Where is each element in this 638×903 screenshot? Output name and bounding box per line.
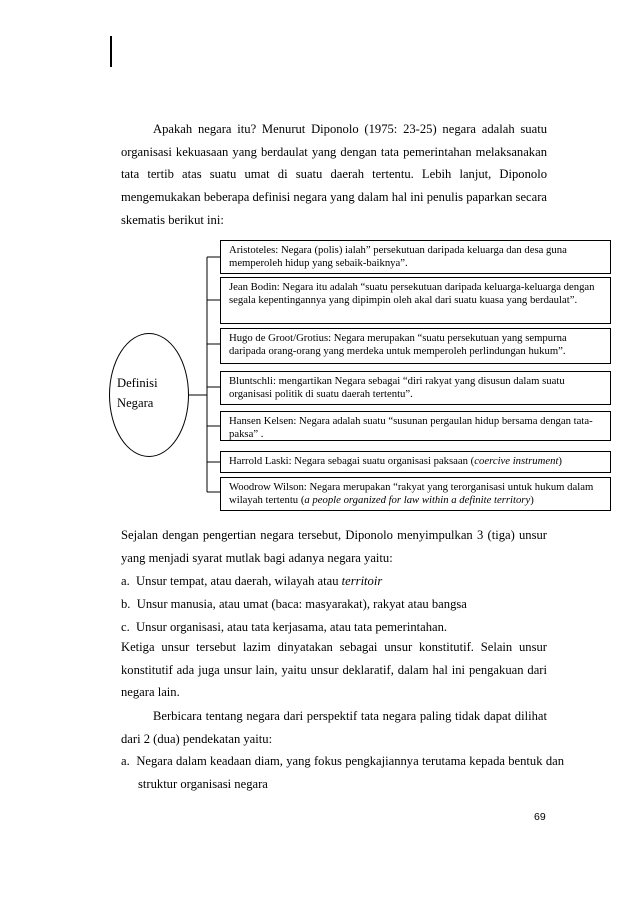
page-margin-mark xyxy=(110,36,112,67)
list-text: Unsur tempat, atau daerah, wilayah atau xyxy=(136,574,342,588)
perspective-paragraph: Berbicara tentang negara dari perspektif tata negara paling tidak dapat dilihat dari 2 (dua) pendekatan yaitu: xyxy=(121,709,547,746)
definition-box-wilson xyxy=(220,477,611,511)
page-number: 69 xyxy=(534,811,546,823)
definition-after: ) xyxy=(558,455,562,467)
approach-item-a xyxy=(121,750,564,795)
list-marker: a. xyxy=(121,574,130,588)
center-label-line2: Negara xyxy=(117,396,154,410)
definition-box-aristoteles xyxy=(220,240,611,274)
definition-after: ) xyxy=(530,494,534,507)
list-text: Unsur organisasi, atau tata kerjasama, atau tata pemerintahan. xyxy=(136,620,448,634)
intro-paragraph: Apakah negara itu? Menurut Diponolo (1975: 23-25) negara adalah suatu organisasi kekuasaan yang berdaulat yang dengan tata pemerintahan melaksanakan tata tertib atas suatu umat di suatu daerah tertentu. Lebih lanjut, Diponolo mengemukakan beberapa definisi negara yang dalam hal ini penulis paparkan secara skematis berikut ini: xyxy=(121,122,547,227)
list-italic: territoir xyxy=(341,574,383,588)
element-item-a xyxy=(121,570,564,593)
definition-italic: coercive instrument xyxy=(474,455,559,467)
definition-text: Hugo de Groot/Grotius: Negara merupakan “suatu persekutuan yang sempurna daripada orang-orang yang merdeka untuk memperoleh perlindungan hukum”. xyxy=(229,332,567,358)
definition-box-bluntschli xyxy=(220,371,611,405)
list-marker: b. xyxy=(121,597,131,611)
conclusion-paragraph: Sejalan dengan pengertian negara tersebut, Diponolo menyimpulkan 3 (tiga) unsur yang menjadi syarat mutlak bagi adanya negara yaitu: xyxy=(121,528,547,565)
list-text: Unsur manusia, atau umat (baca: masyarakat), rakyat atau bangsa xyxy=(136,597,467,611)
definition-text: Bluntschli: mengartikan Negara sebagai “diri rakyat yang disusun dalam suatu organisasi politik di suatu daerah tertentu”. xyxy=(229,375,565,401)
list-marker: c. xyxy=(121,620,130,634)
constitutive-paragraph: Ketiga unsur tersebut lazim dinyatakan sebagai unsur konstitutif. Selain unsur konstitutif ada juga unsur lain, yaitu unsur deklaratif, dalam hal ini pengakuan dari negara lain. xyxy=(121,640,547,700)
definition-box-grotius xyxy=(220,328,611,364)
definition-text: Aristoteles: Negara (polis) ialah” persekutuan daripada keluarga dan desa guna memperoleh hidup yang sebaik-baiknya”. xyxy=(229,244,567,270)
list-marker: a. xyxy=(121,754,130,768)
element-item-b xyxy=(121,593,564,616)
center-label-line1: Definisi xyxy=(117,376,158,390)
definition-italic: a people organized for law within a definite territory xyxy=(304,494,531,507)
definition-box-jean-bodin xyxy=(220,277,611,324)
list-text: Negara dalam keadaan diam, yang fokus pengkajiannya terutama kepada bentuk dan struktur organisasi negara xyxy=(136,754,564,791)
definition-text: Hansen Kelsen: Negara adalah suatu “susunan pergaulan hidup bersama dengan tata-paksa” . xyxy=(229,415,593,441)
definition-text: Harrold Laski: Negara sebagai suatu organisasi paksaan ( xyxy=(229,455,475,467)
center-label xyxy=(117,373,158,413)
definition-box-laski xyxy=(220,451,611,473)
definition-box-kelsen xyxy=(220,411,611,441)
definition-text: Woodrow Wilson: Negara merupakan “rakyat yang terorganisasi untuk hukum dalam wilayah tertentu ( xyxy=(229,481,594,507)
definition-text: Jean Bodin: Negara itu adalah “suatu persekutuan daripada keluarga-keluarga dengan segala kepentingannya yang dipimpin oleh akal dari suatu kuasa yang berdaulat”. xyxy=(229,281,595,307)
